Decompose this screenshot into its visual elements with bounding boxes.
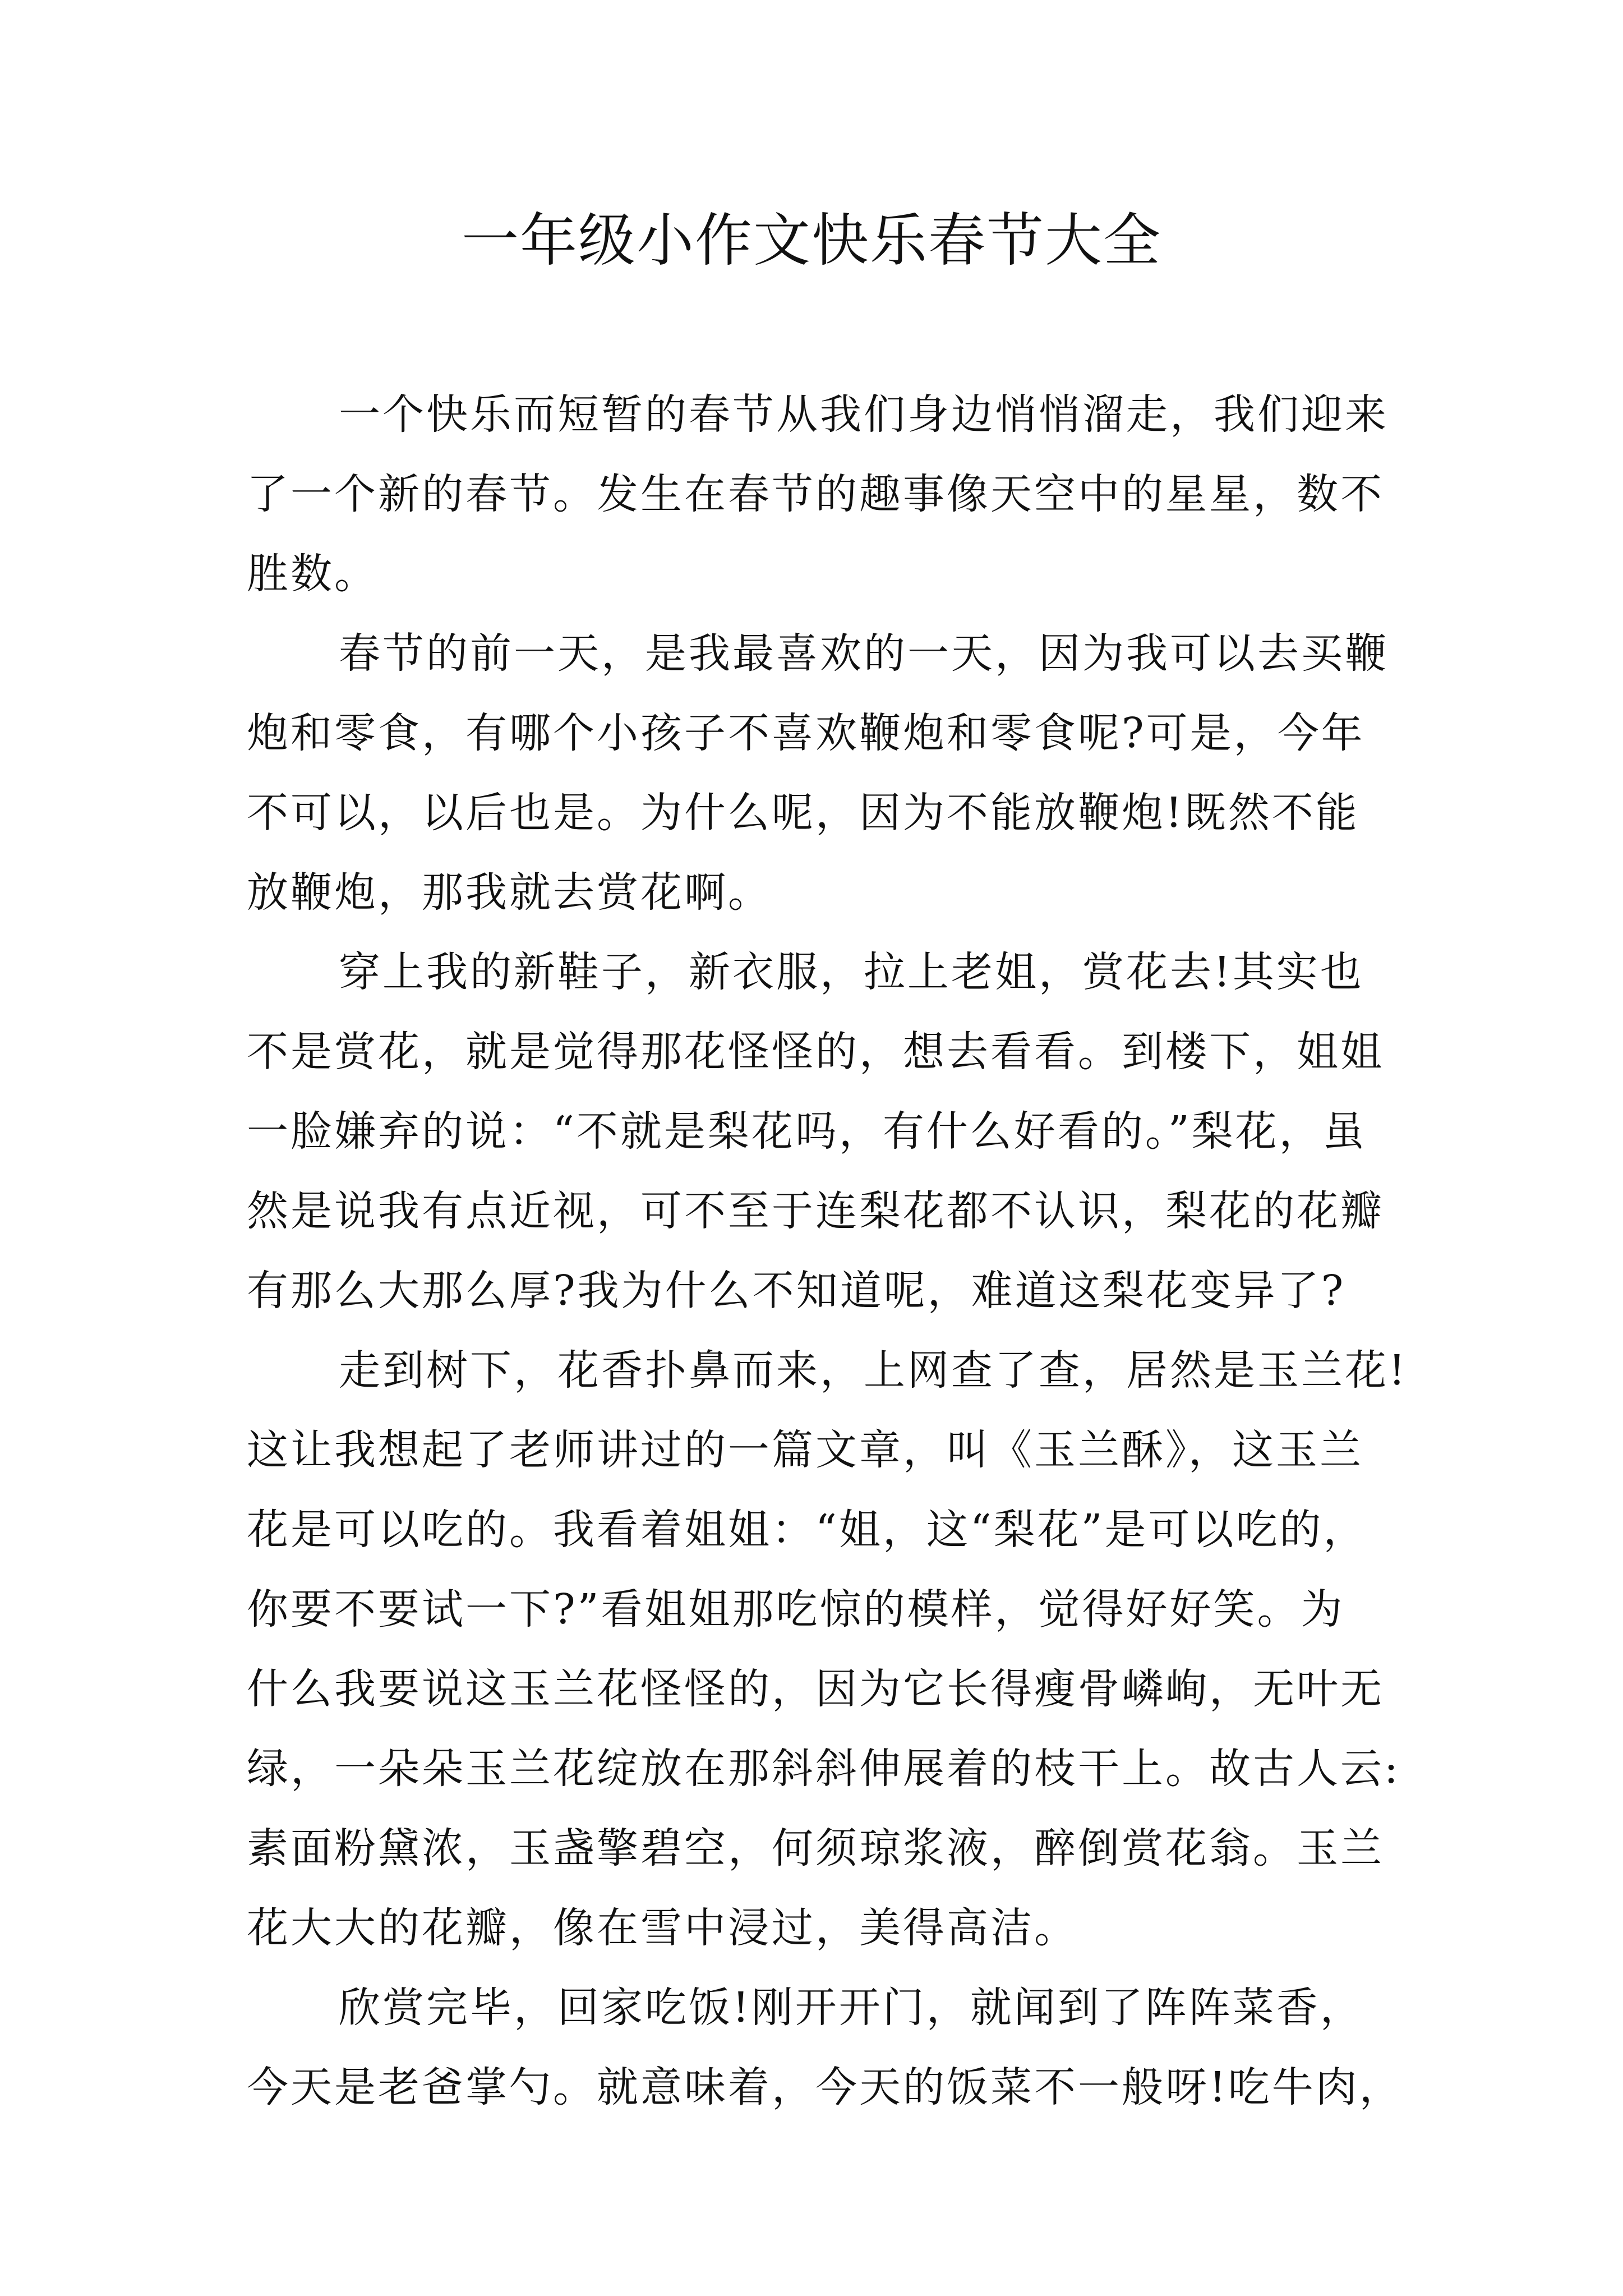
text-line: 你要不要试一下?”看姐姐那吃惊的模样，觉得好好笑。为 bbox=[247, 1585, 1345, 1634]
text-line: 春节的前一天，是我最喜欢的一天，因为我可以去买鞭 bbox=[339, 629, 1389, 678]
text-line: 欣赏完毕，回家吃饭!刚开开门，就闻到了阵阵菜香， bbox=[339, 1984, 1364, 2032]
text-line: 不是赏花，就是觉得那花怪怪的，想去看看。到楼下，姐姐 bbox=[247, 1028, 1384, 1076]
text-line: 绿，一朵朵玉兰花绽放在那斜斜伸展着的枝干上。故古人云: bbox=[247, 1745, 1400, 1793]
text-line: 然是说我有点近视，可不至于连梨花都不认识，梨花的花瓣 bbox=[247, 1187, 1384, 1235]
document-title: 一年级小作文快乐春节大全 bbox=[462, 208, 1161, 274]
text-line: 有那么大那么厚?我为什么不知道呢，难道这梨花变异了? bbox=[247, 1267, 1346, 1315]
text-line: 一脸嫌弃的说：“不就是梨花吗，有什么好看的。”梨花，虽 bbox=[247, 1107, 1367, 1156]
text-line: 炮和零食，有哪个小孩子不喜欢鞭炮和零食呢?可是，今年 bbox=[247, 709, 1365, 757]
document-body bbox=[247, 375, 1408, 2127]
paragraph bbox=[247, 1968, 1403, 2127]
text-line: 了一个新的春节。发生在春节的趣事像天空中的星星，数不 bbox=[247, 470, 1384, 518]
text-line: 不可以，以后也是。为什么呢，因为不能放鞭炮!既然不能 bbox=[247, 789, 1359, 837]
paragraph bbox=[247, 614, 1391, 932]
text-line: 一个快乐而短暂的春节从我们身边悄悄溜走，我们迎来 bbox=[339, 390, 1389, 439]
text-line: 这让我想起了老师讲过的一篇文章，叫《玉兰酥》，这玉兰 bbox=[247, 1426, 1363, 1474]
text-line: 今天是老爸掌勺。就意味着，今天的饭菜不一般呀!吃牛肉， bbox=[247, 2063, 1403, 2111]
paragraph bbox=[247, 932, 1391, 1331]
paragraph bbox=[247, 375, 1391, 614]
text-line: 穿上我的新鞋子，新衣服，拉上老姐，赏花去!其实也 bbox=[339, 948, 1364, 996]
text-line: 放鞭炮，那我就去赏花啊。 bbox=[247, 868, 772, 917]
paragraph bbox=[247, 1331, 1408, 1968]
text-line: 花是可以吃的。我看着姐姐：“姐，这“梨花”是可以吃的， bbox=[247, 1506, 1367, 1554]
text-line: 素面粉黛浓，玉盏擎碧空，何须琼浆液，醉倒赏花翁。玉兰 bbox=[247, 1824, 1384, 1872]
text-line: 花大大的花瓣，像在雪中浸过，美得高洁。 bbox=[247, 1904, 1078, 1952]
text-line: 胜数。 bbox=[247, 550, 378, 598]
text-line: 什么我要说这玉兰花怪怪的，因为它长得瘦骨嶙峋，无叶无 bbox=[247, 1665, 1384, 1713]
text-line: 走到树下，花香扑鼻而来，上网查了查，居然是玉兰花! bbox=[339, 1346, 1408, 1395]
